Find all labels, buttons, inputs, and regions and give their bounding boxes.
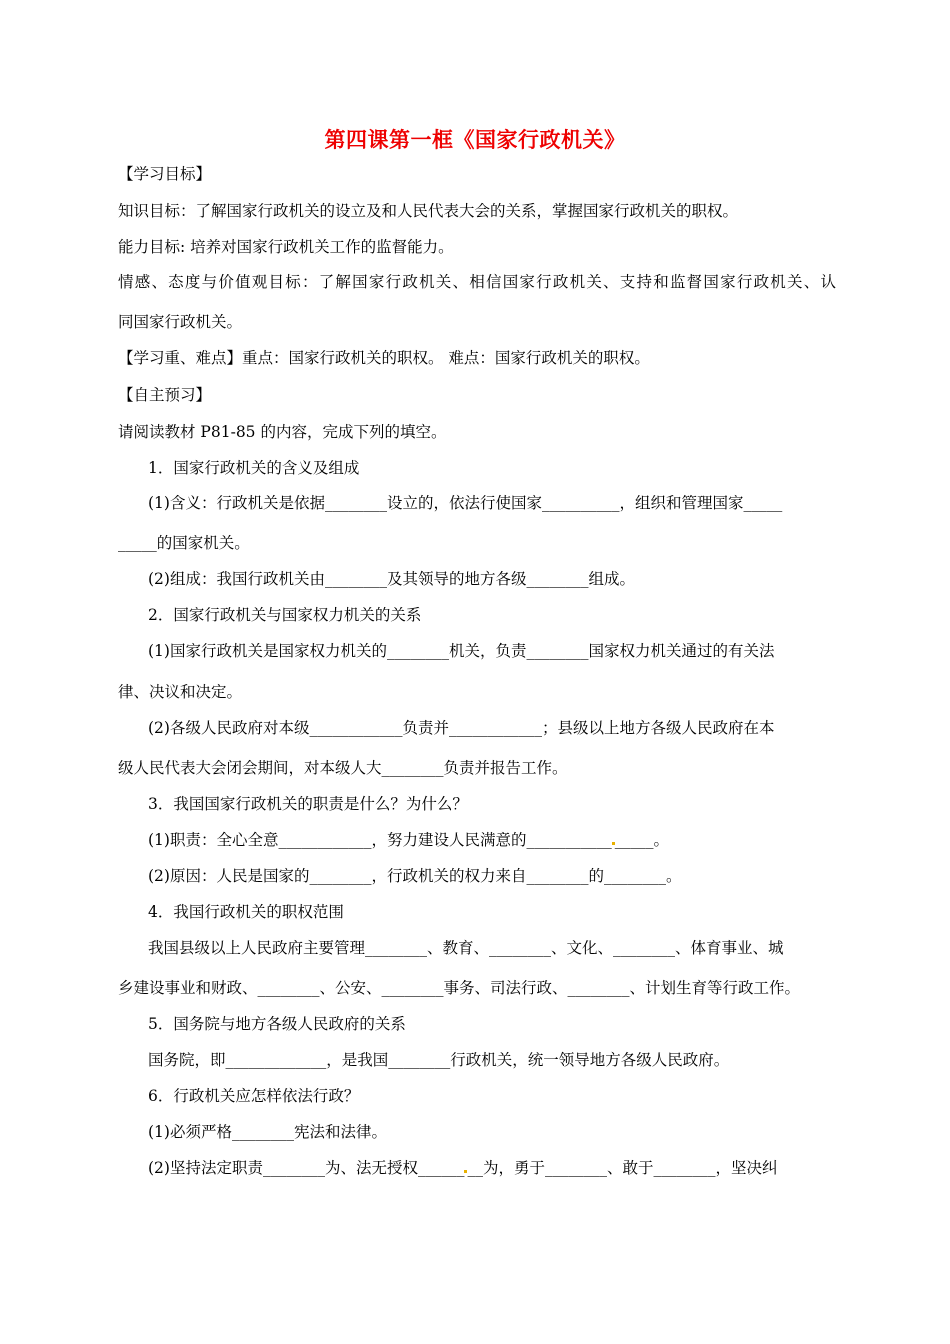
question-2-1-text-cont: 律、决议和决定。 bbox=[118, 683, 243, 701]
question-3-2-text: (2)原因：人民是国家的________，行政机关的权力来自________的________。 bbox=[148, 867, 682, 885]
question-5-text: 国务院，即_____________，是我国________行政机关，统一领导地方各级人民政府。 bbox=[148, 1051, 730, 1069]
question-4-heading: 4．我国行政机关的职权范围 bbox=[148, 903, 344, 921]
question-6-heading: 6．行政机关应怎样依法行政？ bbox=[148, 1087, 360, 1105]
attitude-goal-text-cont: 同国家行政机关。 bbox=[118, 313, 243, 331]
question-1-2-text: (2)组成：我国行政机关由________及其领导的地方各级________组成。 bbox=[148, 570, 635, 588]
question-6-2-text-part-b: __为，勇于________、敢于________，坚决纠 bbox=[467, 1159, 778, 1177]
question-3-heading: 3．我国国家行政机关的职责是什么？为什么？ bbox=[148, 795, 468, 813]
section-heading-learning-goals: 【学习目标】 bbox=[118, 165, 212, 183]
question-6-1-text: (1)必须严格________宪法和法律。 bbox=[148, 1123, 387, 1141]
question-6-2-text bbox=[148, 1158, 777, 1178]
question-3-1-text bbox=[148, 830, 669, 850]
knowledge-goal-text: 知识目标：了解国家行政机关的设立及和人民代表大会的关系，掌握国家行政机关的职权。 bbox=[118, 202, 739, 220]
question-2-heading: 2．国家行政机关与国家权力机关的关系 bbox=[148, 606, 422, 624]
key-points-text: 【学习重、难点】重点：国家行政机关的职权。 难点：国家行政机关的职权。 bbox=[118, 349, 650, 367]
question-1-1-text-cont: _____的国家机关。 bbox=[118, 534, 250, 552]
question-6-2-text-part-a: (2)坚持法定职责________为、法无授权______ bbox=[148, 1159, 465, 1177]
attitude-goal-text: 情感、态度与价值观目标：了解国家行政机关、相信国家行政机关、支持和监督国家行政机关、认 bbox=[118, 273, 836, 291]
question-4-text: 我国县级以上人民政府主要管理________、教育、________、文化、________、体育事业、城 bbox=[148, 939, 784, 957]
question-1-heading: 1．国家行政机关的含义及组成 bbox=[148, 459, 360, 477]
page-title: 第四课第一框《国家行政机关》 bbox=[324, 128, 626, 152]
question-2-2-text: (2)各级人民政府对本级____________负责并____________；县级以上地方各级人民政府在本 bbox=[148, 719, 775, 737]
question-2-2-text-cont: 级人民代表大会闭会期间，对本级人大________负责并报告工作。 bbox=[118, 759, 568, 777]
question-3-1-text-part-a: (1)职责：全心全意____________，努力建设人民满意的___________ bbox=[148, 831, 612, 849]
ability-goal-text: 能力目标: 培养对国家行政机关工作的监督能力。 bbox=[118, 238, 454, 256]
question-1-1-text: (1)含义：行政机关是依据________设立的，依法行使国家__________，组织和管理国家_____ bbox=[148, 494, 783, 512]
section-heading-preview: 【自主预习】 bbox=[118, 386, 212, 404]
question-2-1-text: (1)国家行政机关是国家权力机关的________机关，负责________国家权力机关通过的有关法 bbox=[148, 642, 775, 660]
question-5-heading: 5．国务院与地方各级人民政府的关系 bbox=[148, 1015, 406, 1033]
reading-instruction: 请阅读教材 P81-85 的内容，完成下列的填空。 bbox=[118, 423, 447, 441]
question-4-text-cont: 乡建设事业和财政、________、公安、________事务、司法行政、________、计划生育等行政工作。 bbox=[118, 979, 801, 997]
question-3-1-text-part-b: _____。 bbox=[614, 831, 669, 849]
